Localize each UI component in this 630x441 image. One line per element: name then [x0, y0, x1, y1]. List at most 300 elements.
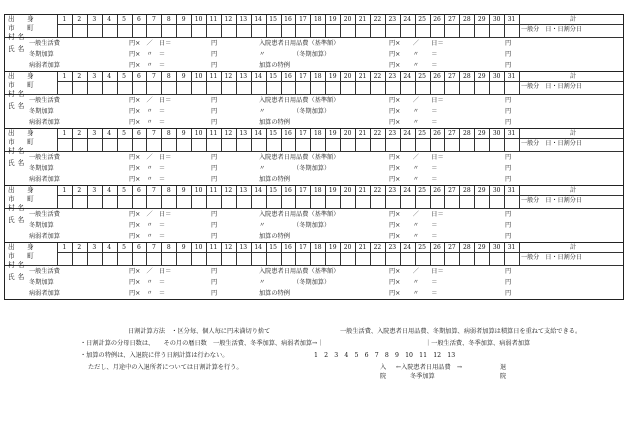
note-exception: ただし、月途中の入退所者については日割計算を行う。 [88, 364, 243, 371]
day-cell[interactable] [341, 196, 354, 207]
calc-row-1-c4: 入院患者日用品費（基準額） [259, 97, 340, 104]
day-cell[interactable] [296, 25, 309, 36]
day-number: 20 [343, 73, 352, 80]
day-cell[interactable] [103, 253, 116, 264]
day-cell[interactable] [401, 139, 414, 150]
total-days-text: 一般分 日・日割分日 [521, 140, 582, 147]
day-cell[interactable] [222, 82, 235, 93]
day-cell[interactable] [118, 139, 131, 150]
day-number: 8 [166, 16, 171, 23]
day-number: 31 [507, 244, 516, 251]
day-cell[interactable] [147, 82, 160, 93]
day-cell[interactable] [73, 139, 86, 150]
day-cell[interactable] [445, 82, 458, 93]
day-number: 16 [284, 73, 292, 80]
day-cell[interactable] [311, 196, 324, 207]
diagram-winter-label: 冬季加算 [410, 373, 435, 380]
label-municipality: 市 町 [8, 138, 37, 146]
day-cell[interactable] [386, 253, 399, 264]
day-number: 19 [328, 187, 337, 194]
day-cell[interactable] [341, 82, 354, 93]
day-cell[interactable] [326, 25, 339, 36]
day-number: 21 [358, 187, 367, 194]
note-special: ・加算の特例は、入退院に伴う日割計算は行わない。 [80, 352, 229, 359]
calc-row-1-c5: 円× ／ 日＝ [389, 40, 444, 47]
day-cell[interactable] [88, 139, 101, 150]
day-cell[interactable] [326, 196, 339, 207]
total-header: 計 [569, 16, 576, 23]
calc-row-1-c6: 円 [505, 211, 512, 218]
day-cell[interactable] [371, 196, 384, 207]
day-cell[interactable] [475, 253, 488, 264]
day-cell[interactable] [252, 253, 265, 264]
calc-row-2-c4: 〃 （冬期加算） [259, 51, 331, 58]
label-name: 氏名 [8, 273, 28, 281]
label-origin: 出 身 [8, 243, 37, 251]
day-cell[interactable] [267, 25, 280, 36]
calc-row-2-c6: 円 [505, 108, 512, 115]
day-number: 14 [254, 244, 262, 251]
label-origin: 出 身 [8, 15, 37, 23]
day-cell[interactable] [445, 139, 458, 150]
day-number: 18 [313, 244, 322, 251]
day-number: 21 [358, 73, 367, 80]
day-cell[interactable] [58, 139, 71, 150]
day-cell[interactable] [252, 25, 265, 36]
calc-row-3-c3: 円 [211, 119, 218, 126]
day-cell[interactable] [207, 82, 220, 93]
note-method: 日割計算方法 ・区分毎、個人毎に円未満切り捨て [128, 328, 271, 335]
day-cell[interactable] [490, 139, 503, 150]
day-number: 21 [358, 130, 367, 137]
day-cell[interactable] [237, 253, 250, 264]
day-cell[interactable] [341, 139, 354, 150]
day-cell[interactable] [475, 25, 488, 36]
day-cell[interactable] [416, 25, 429, 36]
day-number: 31 [507, 73, 516, 80]
day-number: 25 [418, 187, 426, 194]
day-cell[interactable] [118, 82, 131, 93]
day-cell[interactable] [118, 196, 131, 207]
day-number: 2 [77, 130, 82, 137]
total-header: 計 [569, 187, 576, 194]
day-cell[interactable] [416, 196, 429, 207]
day-cell[interactable] [356, 253, 369, 264]
day-number: 17 [299, 130, 307, 137]
day-number: 21 [358, 16, 367, 23]
day-cell[interactable] [475, 139, 488, 150]
day-cell[interactable] [192, 139, 205, 150]
day-number: 14 [254, 130, 262, 137]
calc-row-1-c1: 一般生活費 [29, 268, 60, 275]
day-cell[interactable] [401, 253, 414, 264]
note-day-numbers: 1 2 3 4 5 6 7 8 9 10 11 12 13 [314, 352, 456, 359]
day-cell[interactable] [252, 196, 265, 207]
day-number: 25 [418, 16, 426, 23]
day-cell[interactable] [237, 196, 250, 207]
day-cell[interactable] [296, 196, 309, 207]
day-number: 24 [403, 73, 412, 80]
day-number: 10 [194, 16, 203, 23]
day-cell[interactable] [177, 139, 190, 150]
calc-row-2-c1: 冬期加算 [29, 165, 54, 172]
day-cell[interactable] [416, 139, 429, 150]
day-number: 20 [343, 130, 352, 137]
calc-row-1-c2: 円× ／ 日＝ [129, 40, 172, 47]
day-number: 18 [313, 73, 322, 80]
day-cell[interactable] [431, 253, 444, 264]
day-number: 13 [239, 244, 248, 251]
diagram-admission-top: 入 [380, 364, 387, 371]
day-cell[interactable] [326, 82, 339, 93]
day-cell[interactable] [326, 139, 339, 150]
day-cell[interactable] [296, 253, 309, 264]
day-cell[interactable] [490, 25, 503, 36]
day-cell[interactable] [58, 25, 71, 36]
day-number: 28 [463, 244, 471, 251]
day-number: 5 [122, 73, 126, 80]
day-cell[interactable] [311, 139, 324, 150]
day-number: 30 [492, 244, 501, 251]
day-cell[interactable] [207, 196, 220, 207]
calc-row-2-c3: 円 [211, 108, 218, 115]
day-cell[interactable] [147, 253, 160, 264]
day-number: 5 [122, 244, 126, 251]
day-cell[interactable] [460, 139, 473, 150]
calc-row-3-c1: 病弱者加算 [29, 119, 60, 126]
calc-row-3-c6: 円 [505, 62, 512, 69]
calc-row-3-c3: 円 [211, 62, 218, 69]
day-cell[interactable] [88, 25, 101, 36]
day-cell[interactable] [133, 196, 146, 207]
day-cell[interactable] [431, 25, 444, 36]
day-number: 24 [403, 187, 412, 194]
day-cell[interactable] [401, 196, 414, 207]
day-cell[interactable] [133, 82, 146, 93]
day-cell[interactable] [103, 82, 116, 93]
day-cell[interactable] [505, 25, 518, 36]
day-number: 9 [181, 187, 186, 194]
day-cell[interactable] [133, 25, 146, 36]
calc-row-1-c4: 入院患者日用品費（基準額） [259, 268, 340, 275]
day-cell[interactable] [356, 25, 369, 36]
label-name: 氏名 [8, 45, 28, 53]
day-cell[interactable] [431, 82, 444, 93]
day-number: 10 [194, 244, 203, 251]
day-cell[interactable] [282, 196, 295, 207]
day-number: 15 [269, 16, 277, 23]
day-cell[interactable] [386, 139, 399, 150]
day-cell[interactable] [237, 25, 250, 36]
day-number: 24 [403, 130, 412, 137]
day-number: 1 [62, 244, 67, 251]
record-block-2 [4, 71, 624, 129]
day-cell[interactable] [192, 82, 205, 93]
day-cell[interactable] [356, 82, 369, 93]
day-cell[interactable] [252, 82, 265, 93]
day-number: 16 [284, 187, 292, 194]
calc-row-1-c3: 円 [211, 268, 218, 275]
day-number: 7 [151, 130, 156, 137]
day-cell[interactable] [356, 196, 369, 207]
day-cell[interactable] [252, 139, 265, 150]
day-cell[interactable] [505, 82, 518, 93]
calc-row-2-c2: 円× 〃 ＝ [129, 222, 166, 229]
label-origin: 出 身 [8, 186, 37, 194]
grid-bottom-line [5, 265, 623, 266]
day-cell[interactable] [505, 139, 518, 150]
day-cell[interactable] [282, 253, 295, 264]
day-cell[interactable] [311, 253, 324, 264]
day-number: 11 [209, 187, 218, 194]
day-cell[interactable] [460, 25, 473, 36]
day-cell[interactable] [490, 253, 503, 264]
day-number: 17 [299, 16, 307, 23]
day-cell[interactable] [445, 253, 458, 264]
total-days-text: 一般分 日・日割分日 [521, 26, 582, 33]
calc-row-2-c5: 円× 〃 ＝ [389, 108, 438, 115]
day-cell[interactable] [401, 25, 414, 36]
day-number: 24 [403, 244, 412, 251]
day-cell[interactable] [192, 253, 205, 264]
day-number: 7 [151, 244, 156, 251]
day-cell[interactable] [401, 82, 414, 93]
day-cell[interactable] [490, 196, 503, 207]
calc-row-1-c3: 円 [211, 40, 218, 47]
day-number: 4 [107, 187, 112, 194]
day-cell[interactable] [267, 82, 280, 93]
day-number: 23 [388, 244, 397, 251]
calc-row-1-c1: 一般生活費 [29, 211, 60, 218]
day-cell[interactable] [88, 253, 101, 264]
day-number: 11 [209, 244, 218, 251]
calc-row-3-c4: 加算の特例 [259, 62, 290, 69]
calc-row-2-c1: 冬期加算 [29, 108, 54, 115]
calc-row-3-c5: 円× 〃 ＝ [389, 119, 438, 126]
calc-row-2-c6: 円 [505, 165, 512, 172]
day-cell[interactable] [282, 82, 295, 93]
calc-row-1-c6: 円 [505, 268, 512, 275]
day-cell[interactable] [162, 196, 175, 207]
calc-row-1-c2: 円× ／ 日＝ [129, 211, 172, 218]
day-number: 8 [166, 244, 171, 251]
day-cell[interactable] [73, 253, 86, 264]
day-cell[interactable] [133, 139, 146, 150]
day-cell[interactable] [445, 25, 458, 36]
day-cell[interactable] [147, 139, 160, 150]
day-number: 2 [77, 244, 82, 251]
day-cell[interactable] [73, 196, 86, 207]
day-cell[interactable] [311, 82, 324, 93]
day-cell[interactable] [341, 253, 354, 264]
calc-row-3-c1: 病弱者加算 [29, 176, 60, 183]
day-cell[interactable] [103, 139, 116, 150]
label-municipality: 市 町 [8, 252, 37, 260]
day-cell[interactable] [237, 139, 250, 150]
calc-row-2-c6: 円 [505, 279, 512, 286]
day-cell[interactable] [192, 196, 205, 207]
day-cell[interactable] [58, 253, 71, 264]
calc-row-3-c4: 加算の特例 [259, 233, 290, 240]
day-number: 30 [492, 130, 501, 137]
day-number: 29 [477, 244, 486, 251]
day-cell[interactable] [371, 25, 384, 36]
total-days-text: 一般分 日・日割分日 [521, 197, 582, 204]
total-header: 計 [569, 244, 576, 251]
day-number: 13 [239, 187, 248, 194]
day-cell[interactable] [177, 196, 190, 207]
day-cell[interactable] [192, 25, 205, 36]
day-cell[interactable] [386, 196, 399, 207]
day-cell[interactable] [88, 196, 101, 207]
day-number: 25 [418, 130, 426, 137]
calc-row-3-c5: 円× 〃 ＝ [389, 290, 438, 297]
day-cell[interactable] [103, 196, 116, 207]
day-cell[interactable] [207, 25, 220, 36]
day-cell[interactable] [133, 253, 146, 264]
day-number: 5 [122, 130, 126, 137]
calc-row-1-c4: 入院患者日用品費（基準額） [259, 211, 340, 218]
record-block-1 [4, 14, 624, 72]
day-cell[interactable] [222, 196, 235, 207]
day-cell[interactable] [341, 25, 354, 36]
calc-row-3-c2: 円× 〃 ＝ [129, 176, 166, 183]
day-cell[interactable] [58, 82, 71, 93]
day-cell[interactable] [88, 82, 101, 93]
calc-row-1-c6: 円 [505, 97, 512, 104]
label-municipality: 市 町 [8, 24, 37, 32]
day-cell[interactable] [326, 253, 339, 264]
day-cell[interactable] [505, 253, 518, 264]
day-cell[interactable] [431, 139, 444, 150]
day-cell[interactable] [207, 139, 220, 150]
day-number: 13 [239, 73, 248, 80]
day-cell[interactable] [386, 25, 399, 36]
day-cell[interactable] [103, 25, 116, 36]
day-cell[interactable] [222, 25, 235, 36]
calc-row-2-c3: 円 [211, 279, 218, 286]
day-cell[interactable] [237, 82, 250, 93]
day-cell[interactable] [296, 139, 309, 150]
day-cell[interactable] [311, 25, 324, 36]
label-village-name: 村名 [8, 33, 28, 41]
day-cell[interactable] [147, 25, 160, 36]
calc-row-1-c1: 一般生活費 [29, 40, 60, 47]
day-cell[interactable] [73, 82, 86, 93]
day-cell[interactable] [460, 253, 473, 264]
day-cell[interactable] [162, 139, 175, 150]
day-number: 3 [92, 187, 97, 194]
label-name: 氏名 [8, 216, 28, 224]
diagram-admission-bottom: 院 [380, 373, 387, 380]
day-cell[interactable] [371, 253, 384, 264]
day-cell[interactable] [296, 82, 309, 93]
day-cell[interactable] [222, 253, 235, 264]
day-number: 31 [507, 187, 516, 194]
day-cell[interactable] [207, 253, 220, 264]
day-cell[interactable] [416, 253, 429, 264]
day-cell[interactable] [222, 139, 235, 150]
day-cell[interactable] [445, 196, 458, 207]
day-number: 6 [137, 244, 141, 251]
day-cell[interactable] [73, 25, 86, 36]
day-cell[interactable] [282, 25, 295, 36]
day-cell[interactable] [475, 196, 488, 207]
total-days-text: 一般分 日・日割分日 [521, 254, 582, 261]
day-cell[interactable] [267, 139, 280, 150]
calc-row-1-c3: 円 [211, 97, 218, 104]
day-cell[interactable] [162, 253, 175, 264]
calc-row-1-c3: 円 [211, 154, 218, 161]
day-number: 14 [254, 187, 262, 194]
day-number: 1 [62, 73, 67, 80]
day-cell[interactable] [371, 82, 384, 93]
day-cell[interactable] [371, 139, 384, 150]
day-cell[interactable] [386, 82, 399, 93]
day-number: 18 [313, 16, 322, 23]
day-cell[interactable] [162, 82, 175, 93]
calc-row-2-c2: 円× 〃 ＝ [129, 165, 166, 172]
day-number: 13 [239, 130, 248, 137]
total-header: 計 [569, 130, 576, 137]
day-cell[interactable] [58, 196, 71, 207]
day-cell[interactable] [490, 82, 503, 93]
day-cell[interactable] [267, 253, 280, 264]
calc-row-2-c3: 円 [211, 51, 218, 58]
day-cell[interactable] [460, 196, 473, 207]
day-cell[interactable] [177, 82, 190, 93]
day-cell[interactable] [356, 139, 369, 150]
day-cell[interactable] [118, 25, 131, 36]
day-cell[interactable] [177, 253, 190, 264]
day-cell[interactable] [177, 25, 190, 36]
grid-bottom-line [5, 37, 623, 38]
day-number: 23 [388, 130, 397, 137]
record-block-3 [4, 128, 624, 186]
day-cell[interactable] [416, 82, 429, 93]
day-number: 26 [433, 244, 441, 251]
day-cell[interactable] [118, 253, 131, 264]
calc-row-1-c2: 円× ／ 日＝ [129, 97, 172, 104]
day-number: 13 [239, 16, 248, 23]
calc-row-3-c5: 円× 〃 ＝ [389, 233, 438, 240]
day-number: 3 [92, 244, 97, 251]
day-number: 24 [403, 16, 412, 23]
day-number: 21 [358, 244, 367, 251]
calc-row-1-c4: 入院患者日用品費（基準額） [259, 154, 340, 161]
day-cell[interactable] [282, 139, 295, 150]
calc-row-2-c1: 冬期加算 [29, 51, 54, 58]
day-cell[interactable] [475, 82, 488, 93]
day-number: 8 [166, 130, 171, 137]
day-cell[interactable] [267, 196, 280, 207]
day-cell[interactable] [431, 196, 444, 207]
day-number: 19 [328, 16, 337, 23]
day-cell[interactable] [162, 25, 175, 36]
grid-bottom-line [5, 94, 623, 95]
day-number: 17 [299, 73, 307, 80]
calc-row-2-c5: 円× 〃 ＝ [389, 222, 438, 229]
day-number: 12 [224, 244, 233, 251]
day-cell[interactable] [460, 82, 473, 93]
record-block-5 [4, 242, 624, 300]
day-cell[interactable] [147, 196, 160, 207]
day-cell[interactable] [505, 196, 518, 207]
day-number: 10 [194, 73, 203, 80]
day-number: 11 [209, 16, 218, 23]
day-number: 9 [181, 130, 186, 137]
day-number: 28 [463, 73, 471, 80]
